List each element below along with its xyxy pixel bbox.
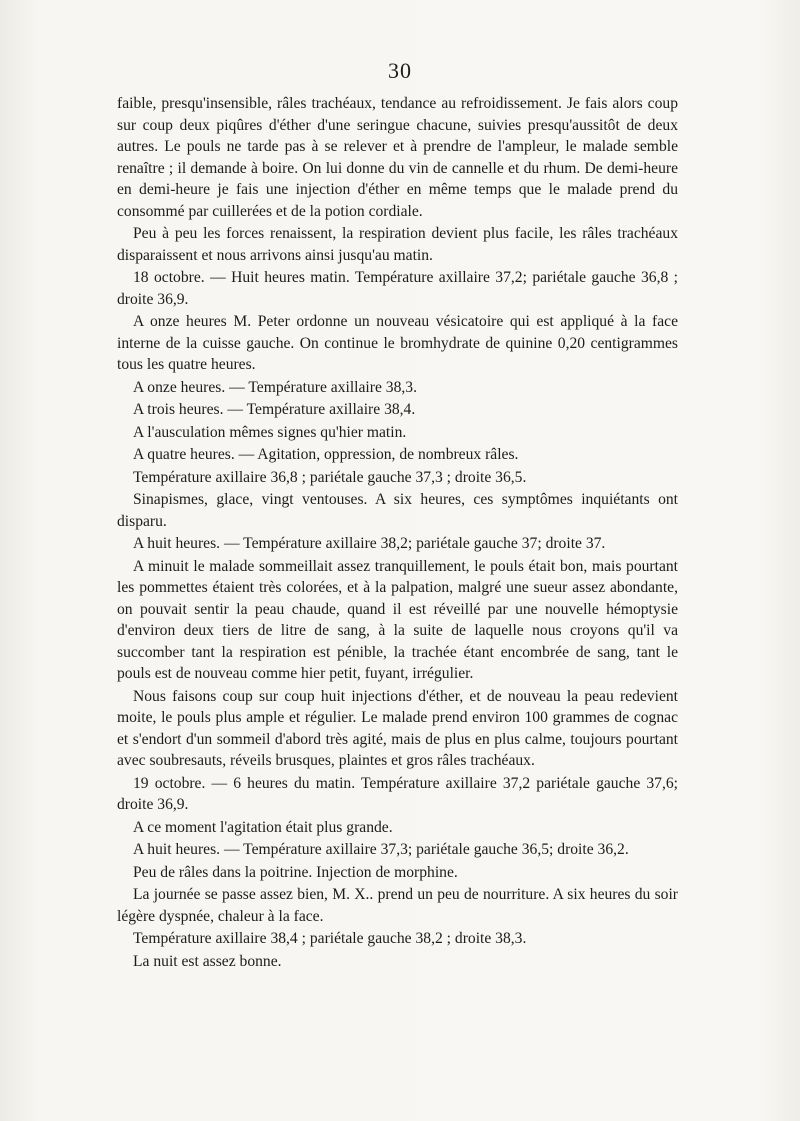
paragraph: 18 octobre. — Huit heures matin. Température axillaire 37,2; pariétale gauche 36,8 ; droite 36,9. [117,269,678,308]
paragraph: Nous faisons coup sur coup huit injections d'éther, et de nouveau la peau redevient moite, le pouls plus ample et régulier. Le malade prend environ 100 grammes de cognac et s'endort d'un sommeil d'abord très agité, mais de plus en plus calme, toujours pourtant avec soubresauts, réveils brusques, plaintes et gros râles trachéaux. [117,687,678,769]
paragraph: Température axillaire 36,8 ; pariétale gauche 37,3 ; droite 36,5. [133,468,527,486]
paragraph: A huit heures. — Température axillaire 38,2; pariétale gauche 37; droite 37. [133,535,606,552]
page-number: 30 [388,58,412,83]
paragraph: A onze heures. — Température axillaire 38,3. [133,378,417,396]
paragraph: A quatre heures. — Agitation, oppression, de nombreux râles. [133,446,519,463]
paragraph: A huit heures. — Température axillaire 37,3; pariétale gauche 36,5; droite 36,2. [133,841,629,858]
paragraph: Sinapismes, glace, vingt ventouses. A six heures, ces symptômes inquiétants ont disparu. [117,491,678,530]
paragraph: A l'ausculation mêmes signes qu'hier matin. [133,423,407,441]
paragraph: La journée se passe assez bien, M. X.. prend un peu de nourriture. A six heures du soir légère dyspnée, chaleur à la face. [117,886,678,925]
paragraph: Peu à peu les forces renaissent, la respiration devient plus facile, les râles trachéaux disparaissent et nous arrivons ainsi jusqu'au matin. [117,225,678,264]
paragraph: Peu de râles dans la poitrine. Injection de morphine. [133,863,458,881]
body-text [117,93,678,972]
paragraph: A onze heures M. Peter ordonne un nouveau vésicatoire qui est appliqué à la face interne de la cuisse gauche. On continue le bromhydrate de quinine 0,20 centigrammes tous les quatre heures. [117,313,678,373]
paragraph: faible, presqu'insensible, râles trachéaux, tendance au refroidissement. Je fais alors coup sur coup deux piqûres d'éther d'une seringue chacune, suivies presqu'aussitôt de deux autres. Le pouls ne tarde pas à se relever et à prendre de l'ampleur, le malade semble renaître ; il demande à boire. On lui donne du vin de cannelle et du rhum. De demi-heure en demi-heure je fais une injection d'éther en même temps que le malade prend du consommé par cuillerées et de la potion cordiale. [117,95,678,220]
paragraph: Température axillaire 38,4 ; pariétale gauche 38,2 ; droite 38,3. [133,930,527,947]
paragraph: La nuit est assez bonne. [133,952,282,970]
paragraph: A trois heures. — Température axillaire 38,4. [133,401,416,418]
paragraph: A minuit le malade sommeillait assez tranquillement, le pouls était bon, mais pourtant les pommettes étaient très colorées, et à la palpation, malgré une sueur assez abondante, on pouvait sentir la peau chaude, quand il est réveillé par une nouvelle hémoptysie d'environ deux tiers de litre de sang, à la suite de laquelle nous croyons qu'il va succomber tant la respiration est pénible, la trachée étant encombrée de sang, tant le pouls est de nouveau comme hier petit, fuyant, irrégulier. [117,557,678,682]
paragraph: 19 octobre. — 6 heures du matin. Température axillaire 37,2 pariétale gauche 37,6; droite 36,9. [117,774,678,813]
paragraph: A ce moment l'agitation était plus grande. [133,818,393,836]
